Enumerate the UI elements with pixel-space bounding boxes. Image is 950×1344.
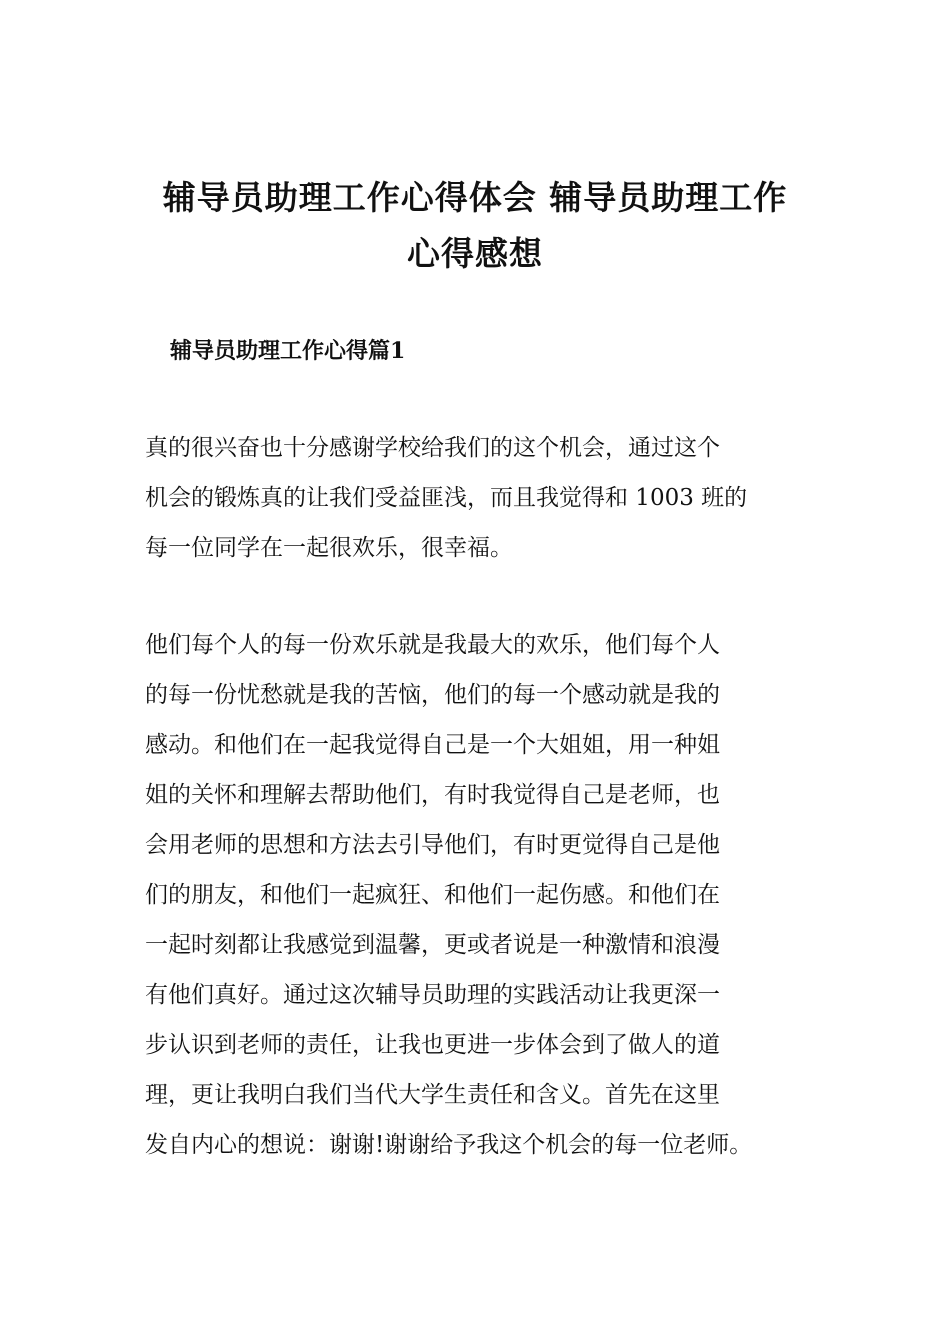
paragraph-line: 每一位同学在一起很欢乐，很幸福。 (145, 535, 513, 561)
paragraph-line: 姐的关怀和理解去帮助他们，有时我觉得自己是老师，也 (145, 782, 720, 808)
paragraph-line: 理，更让我明白我们当代大学生责任和含义。首先在这里 (145, 1082, 720, 1108)
paragraph-line: 会用老师的思想和方法去引导他们，有时更觉得自己是他 (145, 832, 720, 858)
paragraph-line: 一起时刻都让我感觉到温馨，更或者说是一种激情和浪漫 (145, 932, 720, 958)
paragraph-line: 发自内心的想说：谢谢!谢谢给予我这个机会的每一位老师。 (145, 1132, 753, 1158)
title-line: 心得感想 (407, 234, 543, 273)
section-heading: 辅导员助理工作心得篇1 (170, 338, 406, 364)
paragraph-line: 们的朋友，和他们一起疯狂、和他们一起伤感。和他们在 (145, 882, 720, 908)
paragraph (145, 620, 825, 1170)
paragraph-line: 真的很兴奋也十分感谢学校给我们的这个机会，通过这个 (145, 435, 720, 461)
title-line: 辅导员助理工作心得体会 辅导员助理工作 (162, 178, 788, 217)
paragraph-line: 有他们真好。通过这次辅导员助理的实践活动让我更深一 (145, 982, 720, 1008)
paragraph (145, 423, 825, 573)
paragraph-line: 感动。和他们在一起我觉得自己是一个大姐姐，用一种姐 (145, 732, 720, 758)
paragraph-line: 步认识到老师的责任，让我也更进一步体会到了做人的道 (145, 1032, 720, 1058)
paragraph-line: 他们每个人的每一份欢乐就是我最大的欢乐，他们每个人 (145, 632, 720, 658)
paragraph-line: 机会的锻炼真的让我们受益匪浅，而且我觉得和 1003 班的 (145, 485, 748, 511)
document-title (140, 170, 810, 282)
paragraph-line: 的每一份忧愁就是我的苦恼，他们的每一个感动就是我的 (145, 682, 720, 708)
